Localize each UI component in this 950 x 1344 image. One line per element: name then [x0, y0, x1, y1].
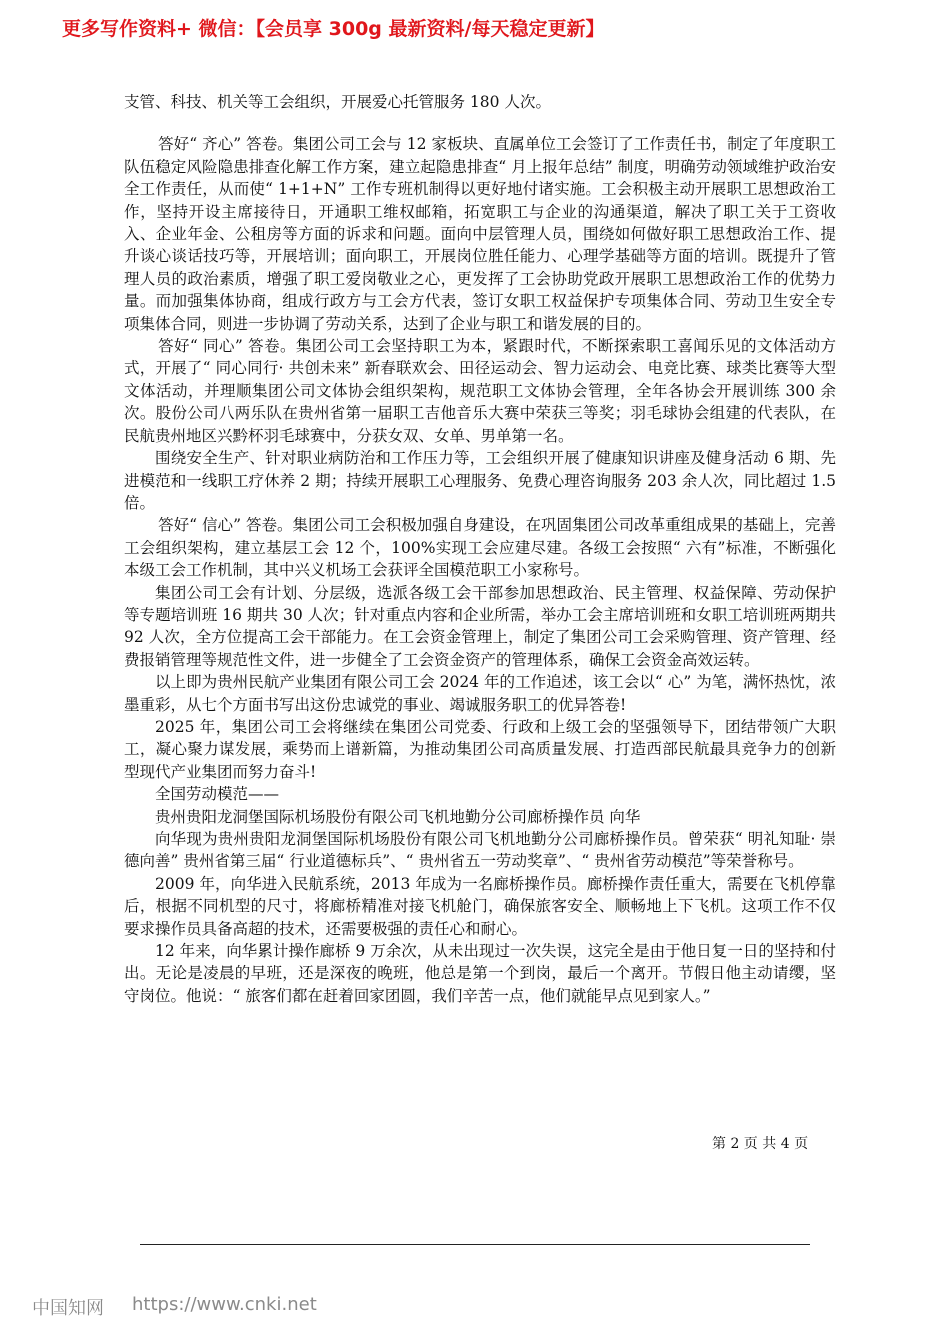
- paragraph: 以上即为贵州民航产业集团有限公司工会 2024 年的工作追述，该工会以“ 心” 为笔，满怀热忱，浓墨重彩，从七个方面书写出这份忠诚党的事业、竭诚服务职工的优异答卷!: [124, 673, 836, 714]
- paragraph: 2025 年，集团公司工会将继续在集团公司党委、行政和上级工会的坚强领导下，团结带领广大职工，凝心聚力谋发展，乘势而上谱新篇，为推动集团公司高质量发展、打造西部民航最具竞争力的创新型现代产业集团而努力奋斗!: [124, 717, 836, 781]
- section-heading: 全国劳动模范——: [155, 785, 280, 804]
- page-number: 第 2 页 共 4 页: [712, 1136, 809, 1152]
- paragraph: 答好“ 信心” 答卷。集团公司工会积极加强自身建设，在巩固集团公司改革重组成果的基础上，完善工会组织架构，建立基层工会 12 个，100%实现工会应建尽建。各级工会按照“ 六有”标准，不断强化本级工会工作机制，其中兴义机场工会获评全国模范职工小家称号。: [124, 516, 836, 580]
- paragraph: 答好“ 同心” 答卷。集团公司工会坚持职工为本，紧跟时代，不断探索职工喜闻乐见的文体活动方式，开展了“ 同心同行· 共创未来” 新春联欢会、田径运动会、智力运动会、电竞比赛、球类比赛等大型文体活动，并理顺集团公司文体协会组织架构，规范职工文体协会管理，全年各协会开展训练 300 余次。股份公司八两乐队在贵州省第一届职工吉他音乐大赛中荣获三等奖；羽毛球协会组建的代表队，在民航贵州地区兴黔杯羽毛球赛中，分获女双、女单、男单第一名。: [124, 337, 836, 445]
- promo-banner: 更多写作资料+ 微信：【会员享 300g 最新资料/每天稳定更新】: [62, 18, 605, 40]
- paragraph: 12 年来，向华累计操作廊桥 9 万余次，从未出现过一次失误，这完全是由于他日复一日的坚持和付出。无论是凌晨的早班，还是深夜的晚班，他总是第一个到岗，最后一个离开。节假日他主动请缨，坚守岗位。他说：“ 旅客们都在赶着回家团圆，我们辛苦一点，他们就能早点见到家人。”: [124, 942, 836, 1005]
- document-body: [124, 91, 836, 1007]
- paragraph: 支管、科技、机关等工会组织，开展爱心托管服务 180 人次。: [124, 93, 551, 111]
- paragraph: 围绕安全生产、针对职业病防治和工作压力等，工会组织开展了健康知识讲座及健身活动 6 期、先进模范和一线职工疗休养 2 期；持续开展职工心理服务、免费心理咨询服务 203 余人次，同比超过 1.5 倍。: [124, 449, 836, 512]
- footer-divider: [140, 1244, 810, 1245]
- section-subheading: 贵州贵阳龙洞堡国际机场股份有限公司飞机地勤分公司廊桥操作员 向华: [155, 807, 641, 826]
- paragraph: 向华现为贵州贵阳龙洞堡国际机场股份有限公司飞机地勤分公司廊桥操作员。曾荣获“ 明礼知耻· 崇德向善” 贵州省第三届“ 行业道德标兵”、“ 贵州省五一劳动奖章”、“ 贵州省劳动模范”等荣誉称号。: [124, 830, 836, 871]
- paragraph: 集团公司工会有计划、分层级，选派各级工会干部参加思想政治、民主管理、权益保障、劳动保护等专题培训班 16 期共 30 人次；针对重点内容和企业所需，举办工会主席培训班和女职工培训班两期共 92 人次，全方位提高工会干部能力。在工会资金管理上，制定了集团公司工会采购管理、资产管理、经费报销管理等规范性文件，进一步健全了工会资金资产的管理体系，确保工会资金高效运转。: [124, 583, 836, 669]
- paragraph: 2009 年，向华进入民航系统，2013 年成为一名廊桥操作员。廊桥操作责任重大，需要在飞机停靠后，根据不同机型的尺寸，将廊桥精准对接飞机舱门，确保旅客安全、顺畅地上下飞机。这项工作不仅要求操作员具备高超的技术，还需要极强的责任心和耐心。: [124, 874, 836, 938]
- watermark-url: https://www.cnki.net: [132, 1294, 317, 1315]
- watermark-site-name: 中国知网: [32, 1298, 104, 1319]
- paragraph: 答好“ 齐心” 答卷。集团公司工会与 12 家板块、直属单位工会签订了工作责任书，制定了年度职工队伍稳定风险隐患排查化解工作方案，建立起隐患排查“ 月上报年总结” 制度，明确劳动领域维护政治安全工作责任，从而使“ 1+1+N” 工作专班机制得以更好地付诸实施。工会积极主动开展职工思想政治工作，坚持开设主席接待日，开通职工维权邮箱，拓宽职工与企业的沟通渠道，解决了职工关于工资收入、企业年金、公租房等方面的诉求和问题。面向中层管理人员，围绕如何做好职工思想政治工作、提升谈心谈话技巧等，开展培训；面向职工，开展岗位胜任能力、心理学基础等方面的培训。既提升了管理人员的政治素质，增强了职工爱岗敬业之心，更发挥了工会协助党政开展职工思想政治工作的优势力量。而加强集体协商，组成行政方与工会方代表，签订女职工权益保护专项集体合同、劳动卫生安全专项集体合同，则进一步协调了劳动关系，达到了企业与职工和谐发展的目的。: [124, 135, 836, 333]
